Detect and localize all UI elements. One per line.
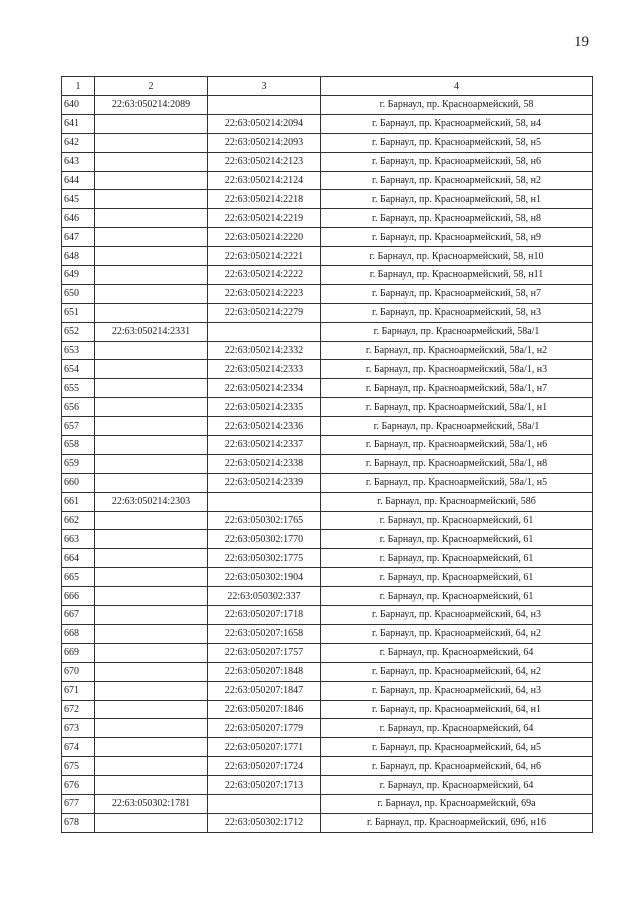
building-cadastral-cell <box>95 209 208 228</box>
premises-cadastral-cell: 22:63:050214:2335 <box>208 398 321 417</box>
table-row <box>62 454 593 473</box>
premises-cadastral-cell: 22:63:050214:2124 <box>208 171 321 190</box>
premises-cadastral-cell: 22:63:050207:1771 <box>208 738 321 757</box>
premises-cadastral-cell: 22:63:050214:2338 <box>208 454 321 473</box>
table-row <box>62 247 593 266</box>
building-cadastral-cell <box>95 284 208 303</box>
building-cadastral-cell: 22:63:050302:1781 <box>95 794 208 813</box>
premises-cadastral-cell: 22:63:050302:1765 <box>208 511 321 530</box>
premises-cadastral-cell: 22:63:050207:1847 <box>208 681 321 700</box>
row-number-cell: 669 <box>62 643 95 662</box>
address-cell: г. Барнаул, пр. Красноармейский, 64, н2 <box>321 662 593 681</box>
table-body <box>62 77 593 833</box>
premises-cadastral-cell: 22:63:050207:1757 <box>208 643 321 662</box>
row-number-cell: 653 <box>62 341 95 360</box>
address-cell: г. Барнаул, пр. Красноармейский, 58, н4 <box>321 114 593 133</box>
address-cell: г. Барнаул, пр. Красноармейский, 69а <box>321 794 593 813</box>
premises-cadastral-cell: 22:63:050214:2336 <box>208 417 321 436</box>
table-header-row <box>62 77 593 96</box>
building-cadastral-cell <box>95 738 208 757</box>
address-cell: г. Барнаул, пр. Красноармейский, 61 <box>321 530 593 549</box>
premises-cadastral-cell: 22:63:050302:337 <box>208 587 321 606</box>
building-cadastral-cell <box>95 303 208 322</box>
premises-cadastral-cell: 22:63:050214:2094 <box>208 114 321 133</box>
premises-cadastral-cell: 22:63:050207:1658 <box>208 624 321 643</box>
premises-cadastral-cell: 22:63:050302:1770 <box>208 530 321 549</box>
table-row <box>62 643 593 662</box>
premises-cadastral-cell: 22:63:050214:2093 <box>208 133 321 152</box>
table-row <box>62 492 593 511</box>
premises-cadastral-cell: 22:63:050214:2123 <box>208 152 321 171</box>
table-row <box>62 114 593 133</box>
address-cell: г. Барнаул, пр. Красноармейский, 58б <box>321 492 593 511</box>
table-row <box>62 398 593 417</box>
building-cadastral-cell <box>95 436 208 455</box>
header-col-3: 3 <box>208 77 321 96</box>
row-number-cell: 642 <box>62 133 95 152</box>
table-row <box>62 681 593 700</box>
address-cell: г. Барнаул, пр. Красноармейский, 61 <box>321 549 593 568</box>
premises-cadastral-cell: 22:63:050302:1775 <box>208 549 321 568</box>
table-row <box>62 303 593 322</box>
row-number-cell: 645 <box>62 190 95 209</box>
row-number-cell: 641 <box>62 114 95 133</box>
row-number-cell: 644 <box>62 171 95 190</box>
row-number-cell: 652 <box>62 322 95 341</box>
header-col-2: 2 <box>95 77 208 96</box>
table-row <box>62 776 593 795</box>
premises-cadastral-cell: 22:63:050302:1904 <box>208 568 321 587</box>
table-row <box>62 228 593 247</box>
row-number-cell: 654 <box>62 360 95 379</box>
table-row <box>62 171 593 190</box>
building-cadastral-cell <box>95 662 208 681</box>
premises-cadastral-cell: 22:63:050302:1712 <box>208 813 321 832</box>
address-cell: г. Барнаул, пр. Красноармейский, 58 <box>321 96 593 115</box>
building-cadastral-cell <box>95 228 208 247</box>
row-number-cell: 666 <box>62 587 95 606</box>
address-cell: г. Барнаул, пр. Красноармейский, 58а/1, н5 <box>321 473 593 492</box>
row-number-cell: 640 <box>62 96 95 115</box>
table-row <box>62 568 593 587</box>
address-cell: г. Барнаул, пр. Красноармейский, 58а/1, н3 <box>321 360 593 379</box>
address-cell: г. Барнаул, пр. Красноармейский, 64 <box>321 643 593 662</box>
address-cell: г. Барнаул, пр. Красноармейский, 61 <box>321 511 593 530</box>
table-row <box>62 322 593 341</box>
building-cadastral-cell <box>95 549 208 568</box>
premises-cadastral-cell: 22:63:050207:1724 <box>208 757 321 776</box>
building-cadastral-cell <box>95 587 208 606</box>
premises-cadastral-cell: 22:63:050207:1779 <box>208 719 321 738</box>
row-number-cell: 670 <box>62 662 95 681</box>
row-number-cell: 675 <box>62 757 95 776</box>
building-cadastral-cell <box>95 341 208 360</box>
building-cadastral-cell <box>95 776 208 795</box>
table-row <box>62 813 593 832</box>
table-row <box>62 266 593 285</box>
address-cell: г. Барнаул, пр. Красноармейский, 58а/1, н1 <box>321 398 593 417</box>
building-cadastral-cell <box>95 152 208 171</box>
address-cell: г. Барнаул, пр. Красноармейский, 64 <box>321 776 593 795</box>
address-cell: г. Барнаул, пр. Красноармейский, 58а/1 <box>321 417 593 436</box>
table-row <box>62 549 593 568</box>
building-cadastral-cell <box>95 700 208 719</box>
address-cell: г. Барнаул, пр. Красноармейский, 58, н3 <box>321 303 593 322</box>
premises-cadastral-cell: 22:63:050214:2223 <box>208 284 321 303</box>
row-number-cell: 659 <box>62 454 95 473</box>
row-number-cell: 677 <box>62 794 95 813</box>
building-cadastral-cell <box>95 133 208 152</box>
building-cadastral-cell <box>95 114 208 133</box>
building-cadastral-cell <box>95 606 208 625</box>
row-number-cell: 664 <box>62 549 95 568</box>
table-row <box>62 700 593 719</box>
row-number-cell: 651 <box>62 303 95 322</box>
premises-cadastral-cell: 22:63:050214:2279 <box>208 303 321 322</box>
address-cell: г. Барнаул, пр. Красноармейский, 61 <box>321 568 593 587</box>
premises-cadastral-cell: 22:63:050214:2333 <box>208 360 321 379</box>
address-cell: г. Барнаул, пр. Красноармейский, 64, н5 <box>321 738 593 757</box>
address-cell: г. Барнаул, пр. Красноармейский, 58, н2 <box>321 171 593 190</box>
table-row <box>62 133 593 152</box>
row-number-cell: 657 <box>62 417 95 436</box>
address-cell: г. Барнаул, пр. Красноармейский, 61 <box>321 587 593 606</box>
row-number-cell: 668 <box>62 624 95 643</box>
building-cadastral-cell <box>95 247 208 266</box>
address-cell: г. Барнаул, пр. Красноармейский, 64, н1 <box>321 700 593 719</box>
address-cell: г. Барнаул, пр. Красноармейский, 58, н1 <box>321 190 593 209</box>
row-number-cell: 678 <box>62 813 95 832</box>
address-cell: г. Барнаул, пр. Красноармейский, 58а/1 <box>321 322 593 341</box>
address-cell: г. Барнаул, пр. Красноармейский, 69б, н16 <box>321 813 593 832</box>
table-row <box>62 719 593 738</box>
premises-cadastral-cell: 22:63:050207:1846 <box>208 700 321 719</box>
table-row <box>62 794 593 813</box>
premises-cadastral-cell <box>208 794 321 813</box>
header-col-1: 1 <box>62 77 95 96</box>
premises-cadastral-cell: 22:63:050214:2219 <box>208 209 321 228</box>
premises-cadastral-cell: 22:63:050214:2339 <box>208 473 321 492</box>
table-row <box>62 96 593 115</box>
table-row <box>62 606 593 625</box>
premises-cadastral-cell: 22:63:050214:2334 <box>208 379 321 398</box>
table-row <box>62 530 593 549</box>
address-cell: г. Барнаул, пр. Красноармейский, 64, н3 <box>321 606 593 625</box>
building-cadastral-cell: 22:63:050214:2331 <box>95 322 208 341</box>
row-number-cell: 656 <box>62 398 95 417</box>
premises-cadastral-cell: 22:63:050207:1713 <box>208 776 321 795</box>
table-row <box>62 190 593 209</box>
table-row <box>62 473 593 492</box>
address-cell: г. Барнаул, пр. Красноармейский, 64, н3 <box>321 681 593 700</box>
premises-cadastral-cell: 22:63:050214:2220 <box>208 228 321 247</box>
table-row <box>62 152 593 171</box>
row-number-cell: 673 <box>62 719 95 738</box>
row-number-cell: 648 <box>62 247 95 266</box>
premises-cadastral-cell: 22:63:050207:1718 <box>208 606 321 625</box>
address-cell: г. Барнаул, пр. Красноармейский, 58, н7 <box>321 284 593 303</box>
premises-cadastral-cell: 22:63:050214:2332 <box>208 341 321 360</box>
building-cadastral-cell <box>95 454 208 473</box>
table-row <box>62 738 593 757</box>
address-cell: г. Барнаул, пр. Красноармейский, 58, н8 <box>321 209 593 228</box>
table-row <box>62 284 593 303</box>
row-number-cell: 650 <box>62 284 95 303</box>
building-cadastral-cell <box>95 190 208 209</box>
address-cell: г. Барнаул, пр. Красноармейский, 58, н5 <box>321 133 593 152</box>
building-cadastral-cell <box>95 360 208 379</box>
row-number-cell: 660 <box>62 473 95 492</box>
row-number-cell: 674 <box>62 738 95 757</box>
building-cadastral-cell <box>95 171 208 190</box>
premises-cadastral-cell: 22:63:050214:2218 <box>208 190 321 209</box>
table-row <box>62 379 593 398</box>
table-row <box>62 209 593 228</box>
table-row <box>62 417 593 436</box>
premises-cadastral-cell: 22:63:050214:2222 <box>208 266 321 285</box>
address-cell: г. Барнаул, пр. Красноармейский, 58, н6 <box>321 152 593 171</box>
building-cadastral-cell <box>95 813 208 832</box>
row-number-cell: 662 <box>62 511 95 530</box>
building-cadastral-cell <box>95 473 208 492</box>
page-number: 19 <box>574 34 589 50</box>
row-number-cell: 643 <box>62 152 95 171</box>
row-number-cell: 676 <box>62 776 95 795</box>
address-cell: г. Барнаул, пр. Красноармейский, 64 <box>321 719 593 738</box>
building-cadastral-cell <box>95 511 208 530</box>
building-cadastral-cell <box>95 379 208 398</box>
table-row <box>62 436 593 455</box>
premises-cadastral-cell: 22:63:050214:2337 <box>208 436 321 455</box>
building-cadastral-cell <box>95 266 208 285</box>
row-number-cell: 667 <box>62 606 95 625</box>
building-cadastral-cell: 22:63:050214:2089 <box>95 96 208 115</box>
building-cadastral-cell <box>95 568 208 587</box>
row-number-cell: 649 <box>62 266 95 285</box>
table-row <box>62 511 593 530</box>
premises-cadastral-cell: 22:63:050207:1848 <box>208 662 321 681</box>
address-cell: г. Барнаул, пр. Красноармейский, 58а/1, н8 <box>321 454 593 473</box>
address-cell: г. Барнаул, пр. Красноармейский, 58а/1, н6 <box>321 436 593 455</box>
building-cadastral-cell <box>95 417 208 436</box>
row-number-cell: 647 <box>62 228 95 247</box>
premises-cadastral-cell <box>208 322 321 341</box>
premises-cadastral-cell <box>208 96 321 115</box>
row-number-cell: 661 <box>62 492 95 511</box>
row-number-cell: 665 <box>62 568 95 587</box>
premises-cadastral-cell <box>208 492 321 511</box>
building-cadastral-cell <box>95 719 208 738</box>
building-cadastral-cell <box>95 757 208 776</box>
building-cadastral-cell <box>95 643 208 662</box>
address-cell: г. Барнаул, пр. Красноармейский, 58а/1, н2 <box>321 341 593 360</box>
row-number-cell: 663 <box>62 530 95 549</box>
building-cadastral-cell <box>95 530 208 549</box>
premises-cadastral-cell: 22:63:050214:2221 <box>208 247 321 266</box>
row-number-cell: 655 <box>62 379 95 398</box>
address-cell: г. Барнаул, пр. Красноармейский, 64, н2 <box>321 624 593 643</box>
row-number-cell: 672 <box>62 700 95 719</box>
address-cell: г. Барнаул, пр. Красноармейский, 58, н11 <box>321 266 593 285</box>
building-cadastral-cell <box>95 398 208 417</box>
row-number-cell: 646 <box>62 209 95 228</box>
address-cell: г. Барнаул, пр. Красноармейский, 58, н9 <box>321 228 593 247</box>
table-row <box>62 360 593 379</box>
header-col-4: 4 <box>321 77 593 96</box>
building-cadastral-cell: 22:63:050214:2303 <box>95 492 208 511</box>
cadastral-registry-table <box>61 76 593 833</box>
table-row <box>62 757 593 776</box>
address-cell: г. Барнаул, пр. Красноармейский, 58, н10 <box>321 247 593 266</box>
row-number-cell: 658 <box>62 436 95 455</box>
table-row <box>62 662 593 681</box>
address-cell: г. Барнаул, пр. Красноармейский, 58а/1, н7 <box>321 379 593 398</box>
table-row <box>62 341 593 360</box>
building-cadastral-cell <box>95 681 208 700</box>
address-cell: г. Барнаул, пр. Красноармейский, 64, н6 <box>321 757 593 776</box>
row-number-cell: 671 <box>62 681 95 700</box>
table-row <box>62 587 593 606</box>
building-cadastral-cell <box>95 624 208 643</box>
table-row <box>62 624 593 643</box>
